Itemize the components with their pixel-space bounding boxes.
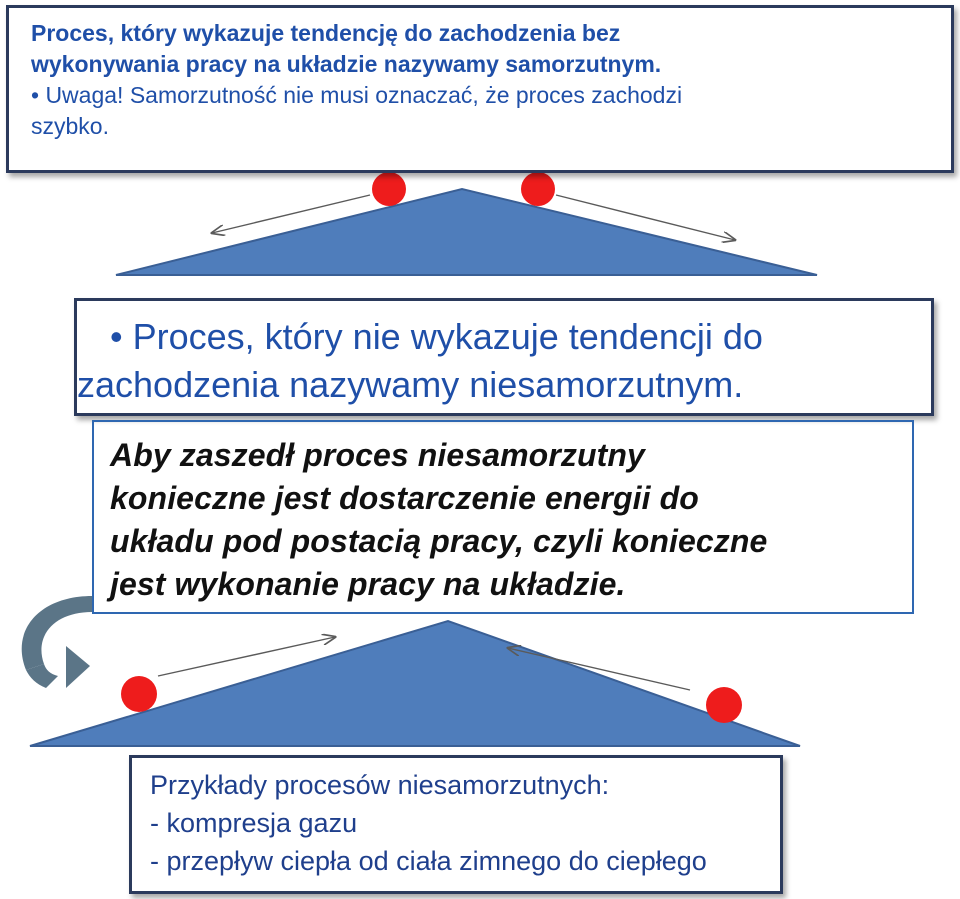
energy-requirement-line1: Aby zaszedł proces niesamorzutny	[110, 437, 645, 473]
examples-title: Przykłady procesów niesamorzutnych:	[150, 770, 610, 800]
energy-requirement-box	[92, 420, 914, 614]
warning-note-line1: • Uwaga! Samorzutność nie musi oznaczać, że proces zachodzi	[31, 82, 683, 108]
energy-requirement-line3: układu pod postacią pracy, czyli konieczne	[110, 523, 768, 559]
spontaneous-definition-line1: Proces, który wykazuje tendencję do zachodzenia bez	[31, 20, 621, 46]
curved-arrow-head-icon	[66, 646, 90, 688]
warning-note-line2: szybko.	[31, 113, 109, 139]
top-left-ball	[372, 172, 406, 206]
non-spontaneous-definition-box	[74, 298, 934, 416]
energy-requirement-line2: konieczne jest dostarczenie energii do	[110, 480, 699, 516]
example-item-gas-compression: - kompresja gazu	[150, 808, 358, 838]
spontaneous-definition-line2: wykonywania pracy na układzie nazywamy samorzutnym.	[31, 51, 662, 77]
bottom-right-ball	[706, 687, 742, 723]
non-spontaneous-definition-line1: • Proces, który nie wykazuje tendencji do	[110, 316, 763, 357]
bottom-left-ball	[121, 676, 157, 712]
examples-box	[129, 755, 783, 894]
energy-requirement-line4: jest wykonanie pracy na układzie.	[110, 566, 626, 602]
non-spontaneous-definition-line2: zachodzenia nazywamy niesamorzutnym.	[77, 364, 744, 405]
spontaneous-definition-box	[6, 5, 954, 173]
top-right-ball	[521, 172, 555, 206]
example-item-heat-flow: - przepływ ciepła od ciała zimnego do ciepłego	[150, 846, 707, 876]
top-hill-triangle	[116, 189, 817, 275]
